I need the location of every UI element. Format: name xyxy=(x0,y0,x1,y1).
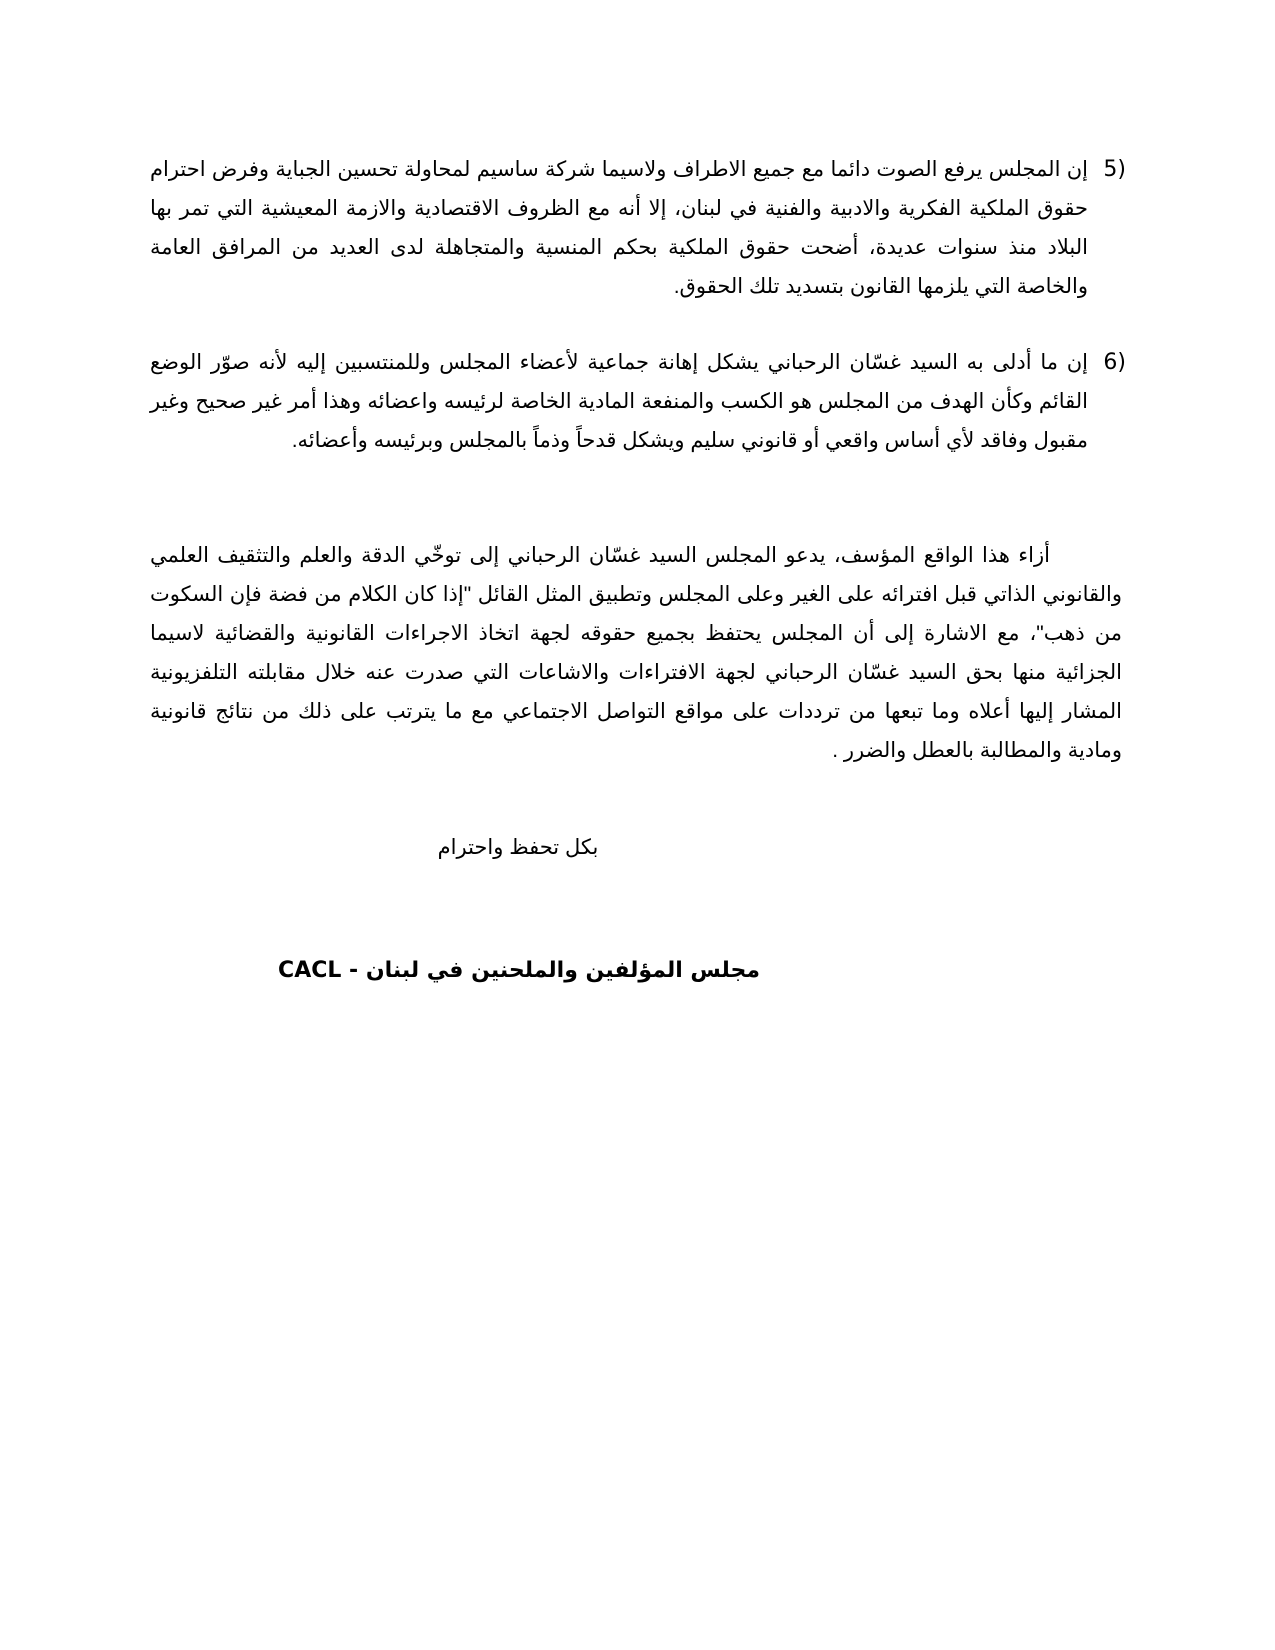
item-text: إن المجلس يرفع الصوت دائما مع جميع الاطراف ولاسيما شركة ساسيم لمحاولة تحسين الجباية وفرض احترام حقوق الملكية الفكرية والادبية والفنية في لبنان، إلا أنه مع الظروف الاقتصادية والازمة المعيشية التي تمر بها البلاد منذ سنوات عديدة، أضحت حقوق الملكية بحكم المنسية والمتجاهلة لدى العديد من المرافق العامة والخاصة التي يلزمها القانون بتسديد تلك الحقوق. xyxy=(150,158,1088,298)
item-number: 5) xyxy=(1103,157,1126,182)
signature: مجلس المؤلفين والملحنين في لبنان - CACL xyxy=(278,958,760,983)
closing-salutation: بكل تحفظ واحترام xyxy=(437,836,599,859)
body-paragraph: أزاء هذا الواقع المؤسف، يدعو المجلس السيد غسّان الرحباني إلى توخّي الدقة والعلم والتثقيف العلمي والقانوني الذاتي قبل افترائه على الغير وعلى المجلس وتطبيق المثل القائل "إذا كان الكلام من فضة فإن السكوت من ذهب"، مع الاشارة إلى أن المجلس يحتفظ بجميع حقوقه لجهة اتخاذ الاجراءات القانونية والقضائية لاسيما الجزائية منها بحق السيد غسّان الرحباني لجهة الافتراءات والاشاعات التي صدرت عنه خلال مقابلته التلفزيونية المشار إليها أعلاه وما تبعها من ترددات على مواقع التواصل الاجتماعي مع ما يترتب على ذلك من نتائج قانونية ومادية والمطالبة بالعطل والضرر . xyxy=(150,544,1122,762)
numbered-item-6 xyxy=(150,343,1126,460)
numbered-item-5 xyxy=(150,150,1126,306)
item-text: إن ما أدلى به السيد غسّان الرحباني يشكل إهانة جماعية لأعضاء المجلس وللمنتسبين إليه لأنه صوّر الوضع القائم وكأن الهدف من المجلس هو الكسب والمنفعة المادية الخاصة لرئيسه واعضائه وهذا أمر غير صحيح وغير مقبول وفاقد لأي أساس واقعي أو قانوني سليم ويشكل قدحاً وذماً بالمجلس وبرئيسه وأعضائه. xyxy=(150,351,1088,452)
item-number: 6) xyxy=(1103,350,1126,375)
